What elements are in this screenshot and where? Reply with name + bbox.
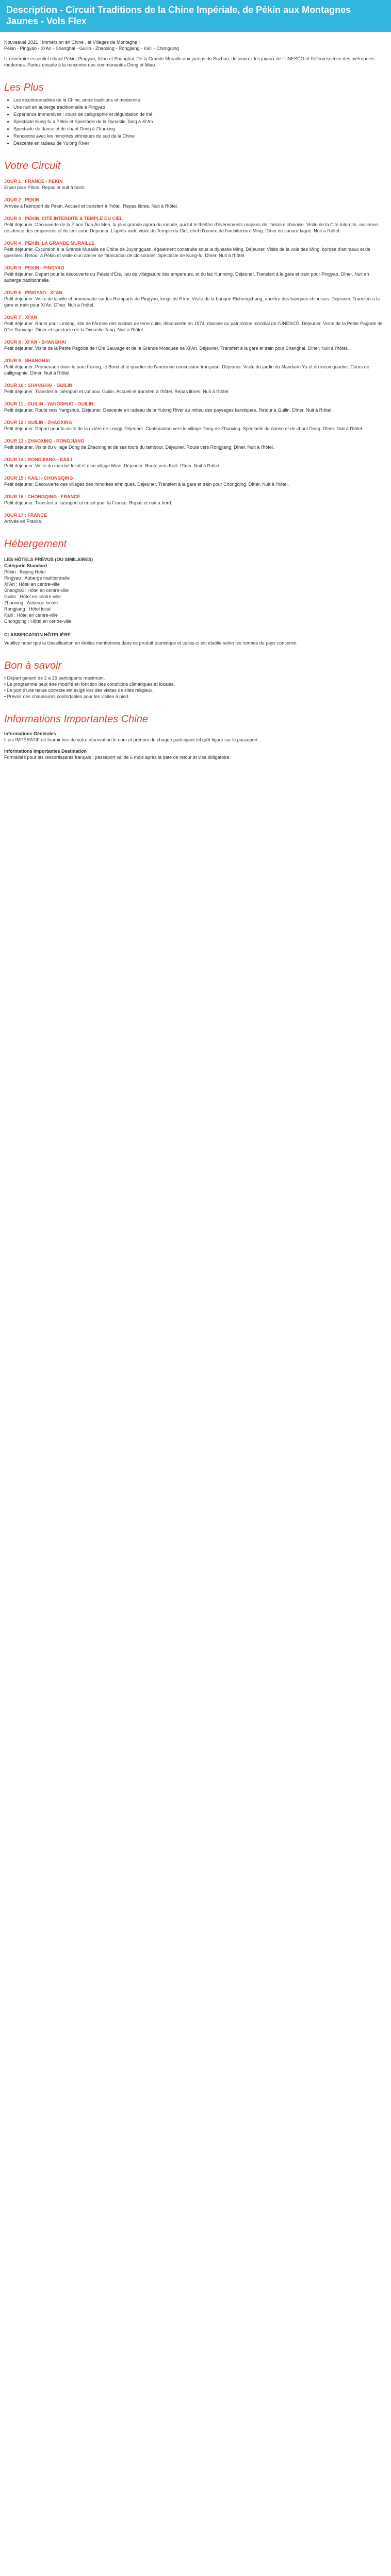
day-title: JOUR 5 : PEKIN - PINGYAO: [4, 265, 64, 270]
day-title: JOUR 3 : PEKIN, CITÉ INTERDITE & TEMPLE DU CIEL: [4, 216, 123, 221]
classification-text: Veuillez noter que la classification en étoiles mentionnée dans ce produit touristique et celles-ci est établie selon les normes du pays concerné.: [4, 640, 298, 646]
infos-text-2: Formalités pour les ressortissants français : passeport valide 6 mois après la date de retour et visa obligatoire.: [4, 755, 231, 760]
day-title: JOUR 14 : RONGJIANG - KAILI: [4, 457, 72, 462]
plus-list: [13, 97, 387, 146]
hotel-line: Kaili : Hôtel en centre-ville: [4, 613, 58, 618]
hotel-line: Pingyao : Auberge traditionnelle: [4, 575, 70, 581]
day-text: Petit déjeuner. Excursion à la Grande Muraille de Chine de Juyongguan, également construite sous la dynastie Ming. Déjeuner. Visite de la voie des Ming, bordée d'animaux et de guerriers. Retour à Pékin et visite d'un atelier de fabrication de cloisonnés. Spectacle de Kung-fu. Dîner. Nuit à l'hôtel.: [4, 247, 370, 258]
bullet-item: • Départ garanti de 2 à 25 participants maximum.: [4, 675, 105, 681]
day-text: Petit déjeuner. Visite de la ville et promenade sur les Remparts de Pingyao, longs de 6 km. Visite de la banque Rishengchang, ancêtre des banques chinoises. Déjeuner. Transfert à la gare et train pour Xi'An. Dîner. Nuit à l'hôtel.: [4, 296, 380, 308]
day-block: [4, 456, 387, 469]
day-text: Petit déjeuner. Visite du village Dong de Zhaoxing et de ses tours du tambour. Déjeuner. Route vers Rongjiang. Dîner. Nuit à l'hôtel.: [4, 445, 274, 450]
list-item: • Les incontournables de la Chine, entre traditions et modernité: [13, 97, 387, 103]
hotel-line: Zhaoxing : Auberge locale: [4, 600, 58, 605]
day-title: JOUR 1 : FRANCE - PEKIN: [4, 179, 63, 184]
day-block: [4, 178, 387, 191]
day-text: Petit déjeuner. Transfert à l'aéroport et envol pour la France. Repas et nuit à bord.: [4, 500, 172, 505]
hotel-line: Rongjiang : Hôtel local: [4, 606, 51, 612]
section-heading-circuit: Votre Circuit: [4, 160, 61, 172]
list-item: • Spectacle de danse et de chant Dong à Zhaoxing: [13, 126, 387, 132]
day-title: JOUR 6 : PINGYAO - XI'AN: [4, 290, 62, 295]
day-title: JOUR 8 : XI'AN - SHANGHAI: [4, 340, 67, 345]
day-text: Petit déjeuner. Promenade dans le parc Fuxing, le Bund et le quartier de l'ancienne concession française. Déjeuner. Visite du jardin du Mandarin Yu et du vieux quartier. Cours de calligraphie. Dîner. Nuit à l'hôtel.: [4, 364, 369, 376]
hotel-line: Chongqing : Hôtel en centre-ville: [4, 619, 72, 624]
day-block: [4, 215, 387, 234]
day-title: JOUR 7 : XI'AN: [4, 315, 38, 320]
day-block: [4, 438, 387, 450]
day-title: JOUR 13 : ZHAOXING - RONGJIANG: [4, 438, 85, 444]
day-block: [4, 339, 387, 351]
day-block: [4, 475, 387, 487]
section-heading-infos: Informations Importantes Chine: [4, 714, 149, 725]
intro-line-3: Un itinéraire essentiel reliant Pékin, Pingyao, Xi'an et Shanghai. De la Grande Muraille aux jardins de Suzhou, découvrez les joyaux de l'UNESCO et l'effervescence des métropoles modernes. Partez ensuite à la rencontre des communautés Dong et Miao.: [4, 56, 374, 67]
hotel-line: Guilin : Hôtel en centre-ville: [4, 594, 61, 599]
section-heading-bon: Bon à savoir: [4, 660, 62, 671]
list-item: • Une nuit en auberge traditionnelle à Pingyao: [13, 104, 387, 110]
main-content: [0, 32, 391, 760]
day-text: Petit déjeuner. Visite du marché local et d'un village Miao. Déjeuner. Route vers Kaili. Dîner. Nuit à l'hôtel.: [4, 463, 221, 468]
day-text: Petit déjeuner. Route pour Lintong, site de l'Armée des soldats de terre cuite, découverte en 1974, classée au patrimoine mondial de l'UNESCO. Déjeuner. Visite de la Petite Pagode de l'Oie Sauvage. Dîner et spectacle de la Dynastie Tang. Nuit à l'hôtel.: [4, 321, 383, 332]
bullet-item: • Le port d'une tenue correcte est exigé lors des visites de sites religieux.: [4, 688, 154, 693]
day-text: Envol pour Pékin. Repas et nuit à bord.: [4, 185, 85, 190]
day-block: [4, 265, 387, 283]
day-block: [4, 382, 387, 395]
day-block: [4, 240, 387, 259]
hotel-category: Catégorie Standard: [4, 563, 47, 568]
bullet-item: • Le programme peut être modifié en fonction des conditions climatiques et locales.: [4, 682, 175, 687]
day-block: [4, 197, 387, 209]
day-title: JOUR 10 : SHANGHAI - GUILIN: [4, 383, 73, 388]
day-text: Petit déjeuner. Transfert à l'aéroport et vol pour Guilin. Accueil et transfert à l'hôtel. Repas libres. Nuit à l'hôtel.: [4, 389, 230, 394]
section-heading-plus: Les Plus: [4, 82, 44, 93]
title-banner: [0, 0, 391, 32]
list-item: • Descente en radeau de Yulong River: [13, 140, 387, 146]
infos-text: Il est IMPÉRATIF de fournir lors de votre réservation le nom et prénom de chaque participant tel qu'il figure sur le passeport.: [4, 737, 259, 742]
intro-line-2: Pékin - Pingyao - Xi'An - Shanghai - Guilin - Zhaoxing - Rongjiang - Kaili - Chongqing: [4, 46, 179, 51]
bullet-item: • Prévoir des chaussures confortables pour les visites à pied.: [4, 694, 129, 699]
day-title: JOUR 11 : GUILIN - YANGSHUO - GUILIN: [4, 401, 94, 406]
page-title: Description - Circuit Traditions de la Chine Impériale, de Pékin aux Montagnes Jaunes - Vols Flex: [6, 5, 351, 26]
day-text: Petit déjeuner. Route vers Yangshuo. Déjeuner. Descente en radeau de la Yulong River au milieu des paysages karstiques. Retour à Guilin. Dîner. Nuit à l'hôtel.: [4, 408, 333, 413]
day-block: [4, 494, 387, 506]
list-item: • Expérience immersives : cours de calligraphie et dégustation de thé: [13, 111, 387, 117]
infos-subtitle: Informations Importantes Destination: [4, 749, 87, 754]
day-title: JOUR 15 : KAILI - CHONGQING: [4, 476, 73, 481]
day-title: JOUR 2 : PEKIN: [4, 197, 40, 202]
hotel-line: Shanghai : Hôtel en centre-ville: [4, 588, 69, 593]
section-heading-hebergement: Hébergement: [4, 538, 67, 550]
day-text: Petit déjeuner. Visite de la Petite Pagode de l'Oie Sauvage et de la Grande Mosquée de Xi'An. Déjeuner. Transfert à la gare et train pour Shanghai. Dîner. Nuit à l'hôtel.: [4, 346, 348, 351]
day-title: JOUR 16 : CHONGQING - FRANCE: [4, 494, 80, 499]
day-list: [4, 178, 387, 524]
infos-title: Informations Générales: [4, 731, 56, 736]
day-title: JOUR 12 : GUILIN - ZHAOXING: [4, 420, 72, 425]
day-block: [4, 358, 387, 376]
intro-line-1: Nouveauté 2021 ! Immersion en Chine , et Villages de Montagne !: [4, 40, 140, 45]
hotel-line: Pékin : Beijing Hotel: [4, 569, 46, 574]
intro: [4, 39, 387, 68]
day-block: [4, 419, 387, 432]
day-block: [4, 512, 387, 524]
day-text: Petit déjeuner. Découverte des villages des minorités ethniques. Déjeuner. Transfert à la gare et train pour Chongqing. Dîner. Nuit à l'hôtel.: [4, 482, 289, 487]
day-text: Arrivée en France.: [4, 519, 43, 524]
hotels-title: LES HÔTELS PRÉVUS (OU SIMILAIRES): [4, 557, 93, 562]
day-block: [4, 314, 387, 333]
day-text: Petit déjeuner. Départ pour la visite de la rizière de Longji. Déjeuner. Continuation vers le village Dong de Zhaoxing. Spectacle de danse et de chant Dong. Dîner. Nuit à l'hôtel.: [4, 426, 364, 431]
day-text: Petit déjeuner. Départ pour la découverte du Palais d'Été, lieu de villégiature des empereurs, et du lac Kunming. Déjeuner. Transfert à la gare et train pour Pingyao. Dîner. Nuit en auberge traditionnelle.: [4, 272, 369, 283]
list-item: • Rencontre avec les minorités ethniques du sud de la Chine: [13, 133, 387, 139]
day-title: JOUR 4 : PEKIN, LA GRANDE MURAILLE: [4, 241, 95, 246]
day-text: Arrivée à l'aéroport de Pékin. Accueil et transfert à l'hôtel. Repas libres. Nuit à l'hôtel.: [4, 204, 178, 209]
day-title: JOUR 17 : FRANCE: [4, 513, 47, 518]
day-block: [4, 401, 387, 413]
hotel-line: Xi'An : Hôtel en centre-ville: [4, 582, 60, 587]
list-item: • Spectacle Kung-fu à Pékin et Spectacle de la Dynastie Tang à Xi'An: [13, 118, 387, 125]
classification-title: CLASSIFICATION HÔTELIÈRE: [4, 632, 71, 637]
day-title: JOUR 9 : SHANGHAI: [4, 358, 50, 363]
day-block: [4, 290, 387, 308]
day-text: Petit déjeuner. Découverte de la Place Tian An Men, la plus grande agora du monde, qui fut le théâtre d'événements majeurs de l'histoire chinoise. Visite de la Cité Interdite, ancienne résidence des empereurs et de leur cour. Déjeuner. L'après-midi, visite du Temple du Ciel, chef-d'œuvre de l'architecture Ming. Dîner de canard laqué. Nuit à l'hôtel.: [4, 222, 378, 233]
